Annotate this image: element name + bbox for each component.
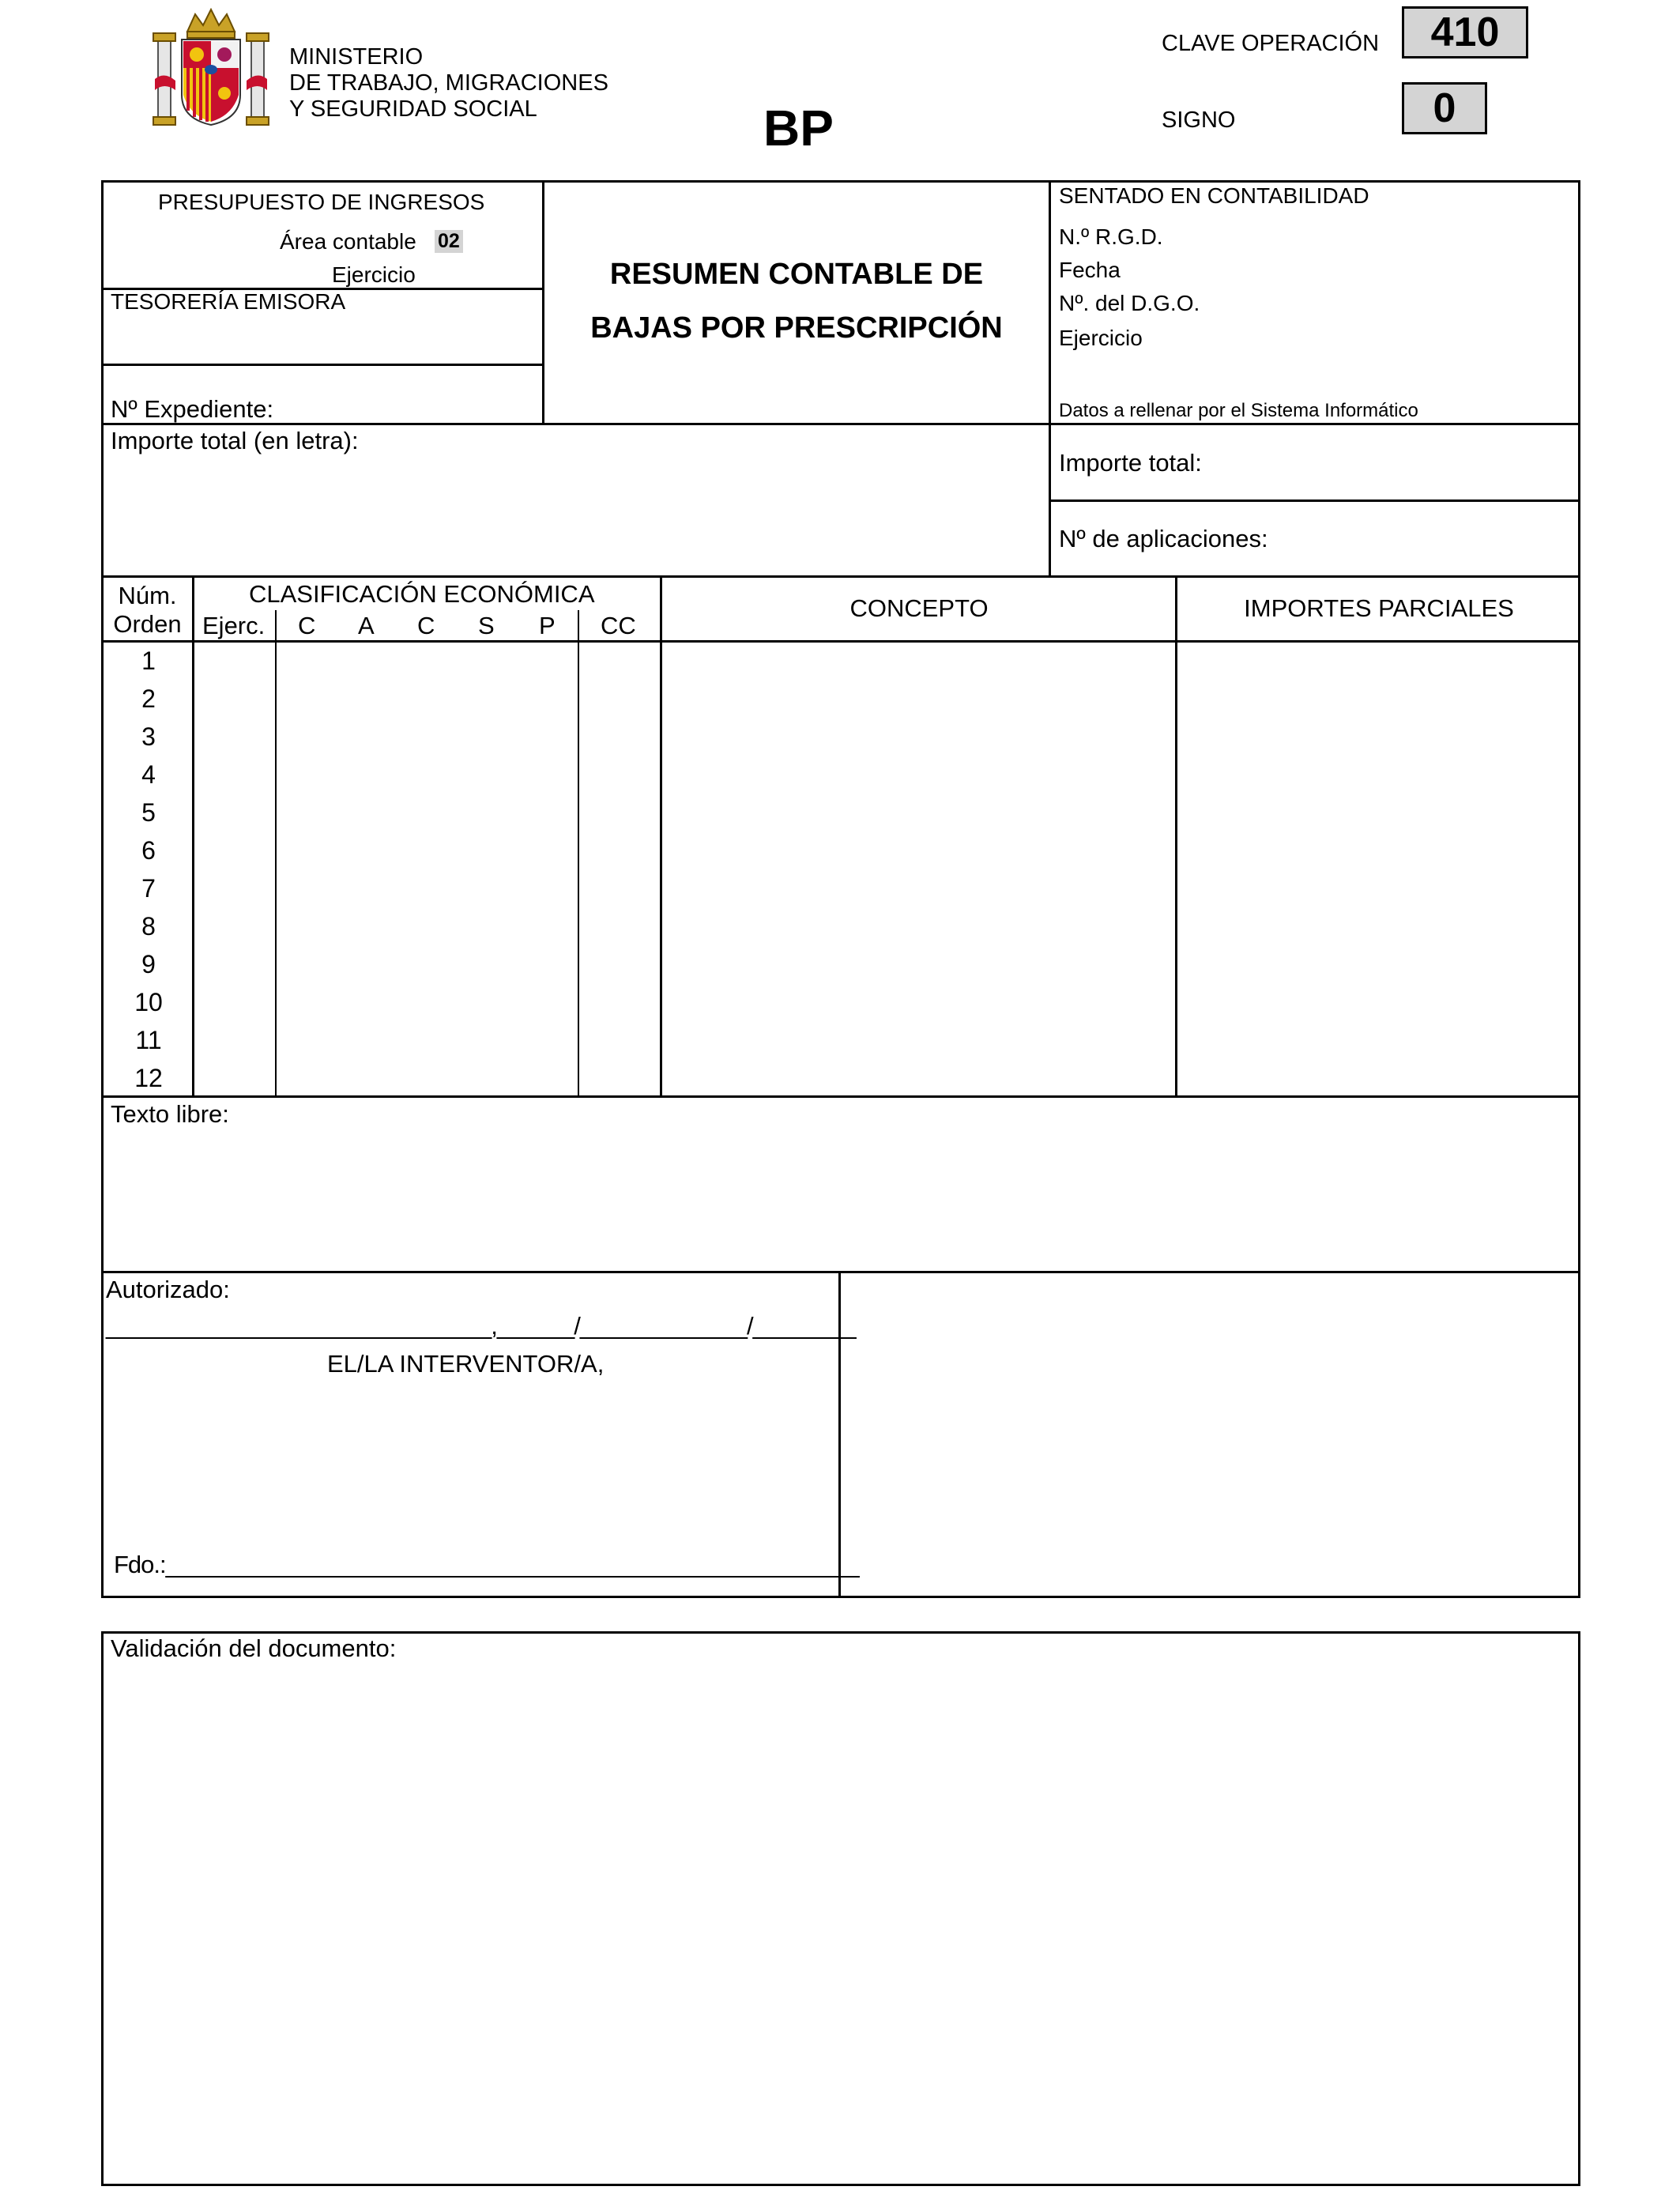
area-contable-label: Área contable — [280, 229, 416, 254]
divider — [101, 1095, 1580, 1098]
col-cc: CC — [601, 612, 636, 639]
row-number: 4 — [141, 760, 156, 789]
clasificacion-header: CLASIFICACIÓN ECONÓMICA — [249, 580, 595, 608]
col-c2: C — [417, 612, 435, 639]
clave-operacion-value: 410 — [1402, 6, 1528, 58]
row-number: 7 — [141, 874, 156, 903]
fecha-firma-line: ______________________________,______/_____________/________ — [106, 1312, 856, 1340]
num-header-2: Orden — [113, 610, 182, 638]
ministry-line-3: Y SEGURIDAD SOCIAL — [289, 96, 537, 122]
coat-of-arms-icon — [152, 8, 270, 128]
form-code: BP — [763, 100, 834, 156]
fdo-signature-line: Fdo.:______________________________________________________ — [114, 1551, 859, 1578]
divider — [101, 575, 1580, 578]
autorizado-label: Autorizado: — [106, 1276, 230, 1303]
dgo-label: Nº. del D.G.O. — [1059, 291, 1200, 315]
area-contable-value: 02 — [435, 230, 463, 253]
ejercicio-label: Ejercicio — [332, 262, 416, 287]
contabilidad-ejercicio-label: Ejercicio — [1059, 326, 1143, 350]
divider — [101, 423, 1580, 425]
col-p: P — [539, 612, 556, 639]
document-title-line-2: BAJAS POR PRESCRIPCIÓN — [590, 311, 1003, 345]
validacion-label: Validación del documento: — [111, 1634, 397, 1662]
main-form-frame — [101, 180, 1580, 1598]
expediente-label: Nº Expediente: — [111, 395, 274, 423]
aplicaciones-label: Nº de aplicaciones: — [1059, 525, 1268, 552]
presupuesto-label: PRESUPUESTO DE INGRESOS — [158, 190, 485, 214]
col-s: S — [478, 612, 495, 639]
divider — [192, 575, 194, 1097]
clave-operacion-label: CLAVE OPERACIÓN — [1162, 31, 1380, 56]
document-title-line-1: RESUMEN CONTABLE DE — [609, 258, 984, 291]
divider — [101, 364, 544, 366]
sistema-note: Datos a rellenar por el Sistema Informático — [1059, 400, 1418, 421]
tesoreria-label: TESORERÍA EMISORA — [111, 289, 346, 314]
divider — [275, 610, 277, 1097]
col-concepto: CONCEPTO — [849, 594, 989, 622]
texto-libre-label: Texto libre: — [111, 1100, 229, 1128]
col-a: A — [358, 612, 375, 639]
row-number: 6 — [141, 836, 156, 865]
importe-total-label: Importe total: — [1059, 449, 1202, 477]
divider — [542, 180, 544, 424]
divider — [660, 575, 662, 1097]
row-number: 11 — [135, 1026, 162, 1054]
row-number: 1 — [141, 647, 156, 675]
ministry-line-1: MINISTERIO — [289, 44, 424, 70]
col-importes-parciales: IMPORTES PARCIALES — [1244, 594, 1514, 622]
signo-value: 0 — [1402, 82, 1487, 134]
row-number: 9 — [141, 950, 156, 978]
row-number: 2 — [141, 684, 156, 713]
row-number: 5 — [141, 798, 156, 827]
divider — [1049, 499, 1580, 502]
validacion-frame — [101, 1631, 1580, 2186]
col-ejerc: Ejerc. — [202, 612, 266, 639]
divider — [578, 610, 579, 1097]
divider — [1049, 180, 1051, 577]
col-c1: C — [298, 612, 316, 639]
signo-label: SIGNO — [1162, 107, 1236, 133]
row-number: 12 — [134, 1064, 163, 1092]
contabilidad-heading: SENTADO EN CONTABILIDAD — [1059, 183, 1369, 208]
ministry-line-2: DE TRABAJO, MIGRACIONES — [289, 70, 608, 96]
interventor-label: EL/LA INTERVENTOR/A, — [327, 1350, 605, 1378]
table-header-divider — [101, 640, 1580, 643]
num-header-1: Núm. — [118, 582, 177, 609]
row-number: 3 — [141, 722, 156, 751]
divider — [101, 1271, 1580, 1273]
divider — [1175, 575, 1177, 1097]
row-number: 8 — [141, 912, 156, 941]
fecha-label: Fecha — [1059, 258, 1121, 282]
rgd-label: N.º R.G.D. — [1059, 224, 1163, 249]
importe-letra-label: Importe total (en letra): — [111, 427, 359, 454]
row-number: 10 — [134, 988, 163, 1016]
